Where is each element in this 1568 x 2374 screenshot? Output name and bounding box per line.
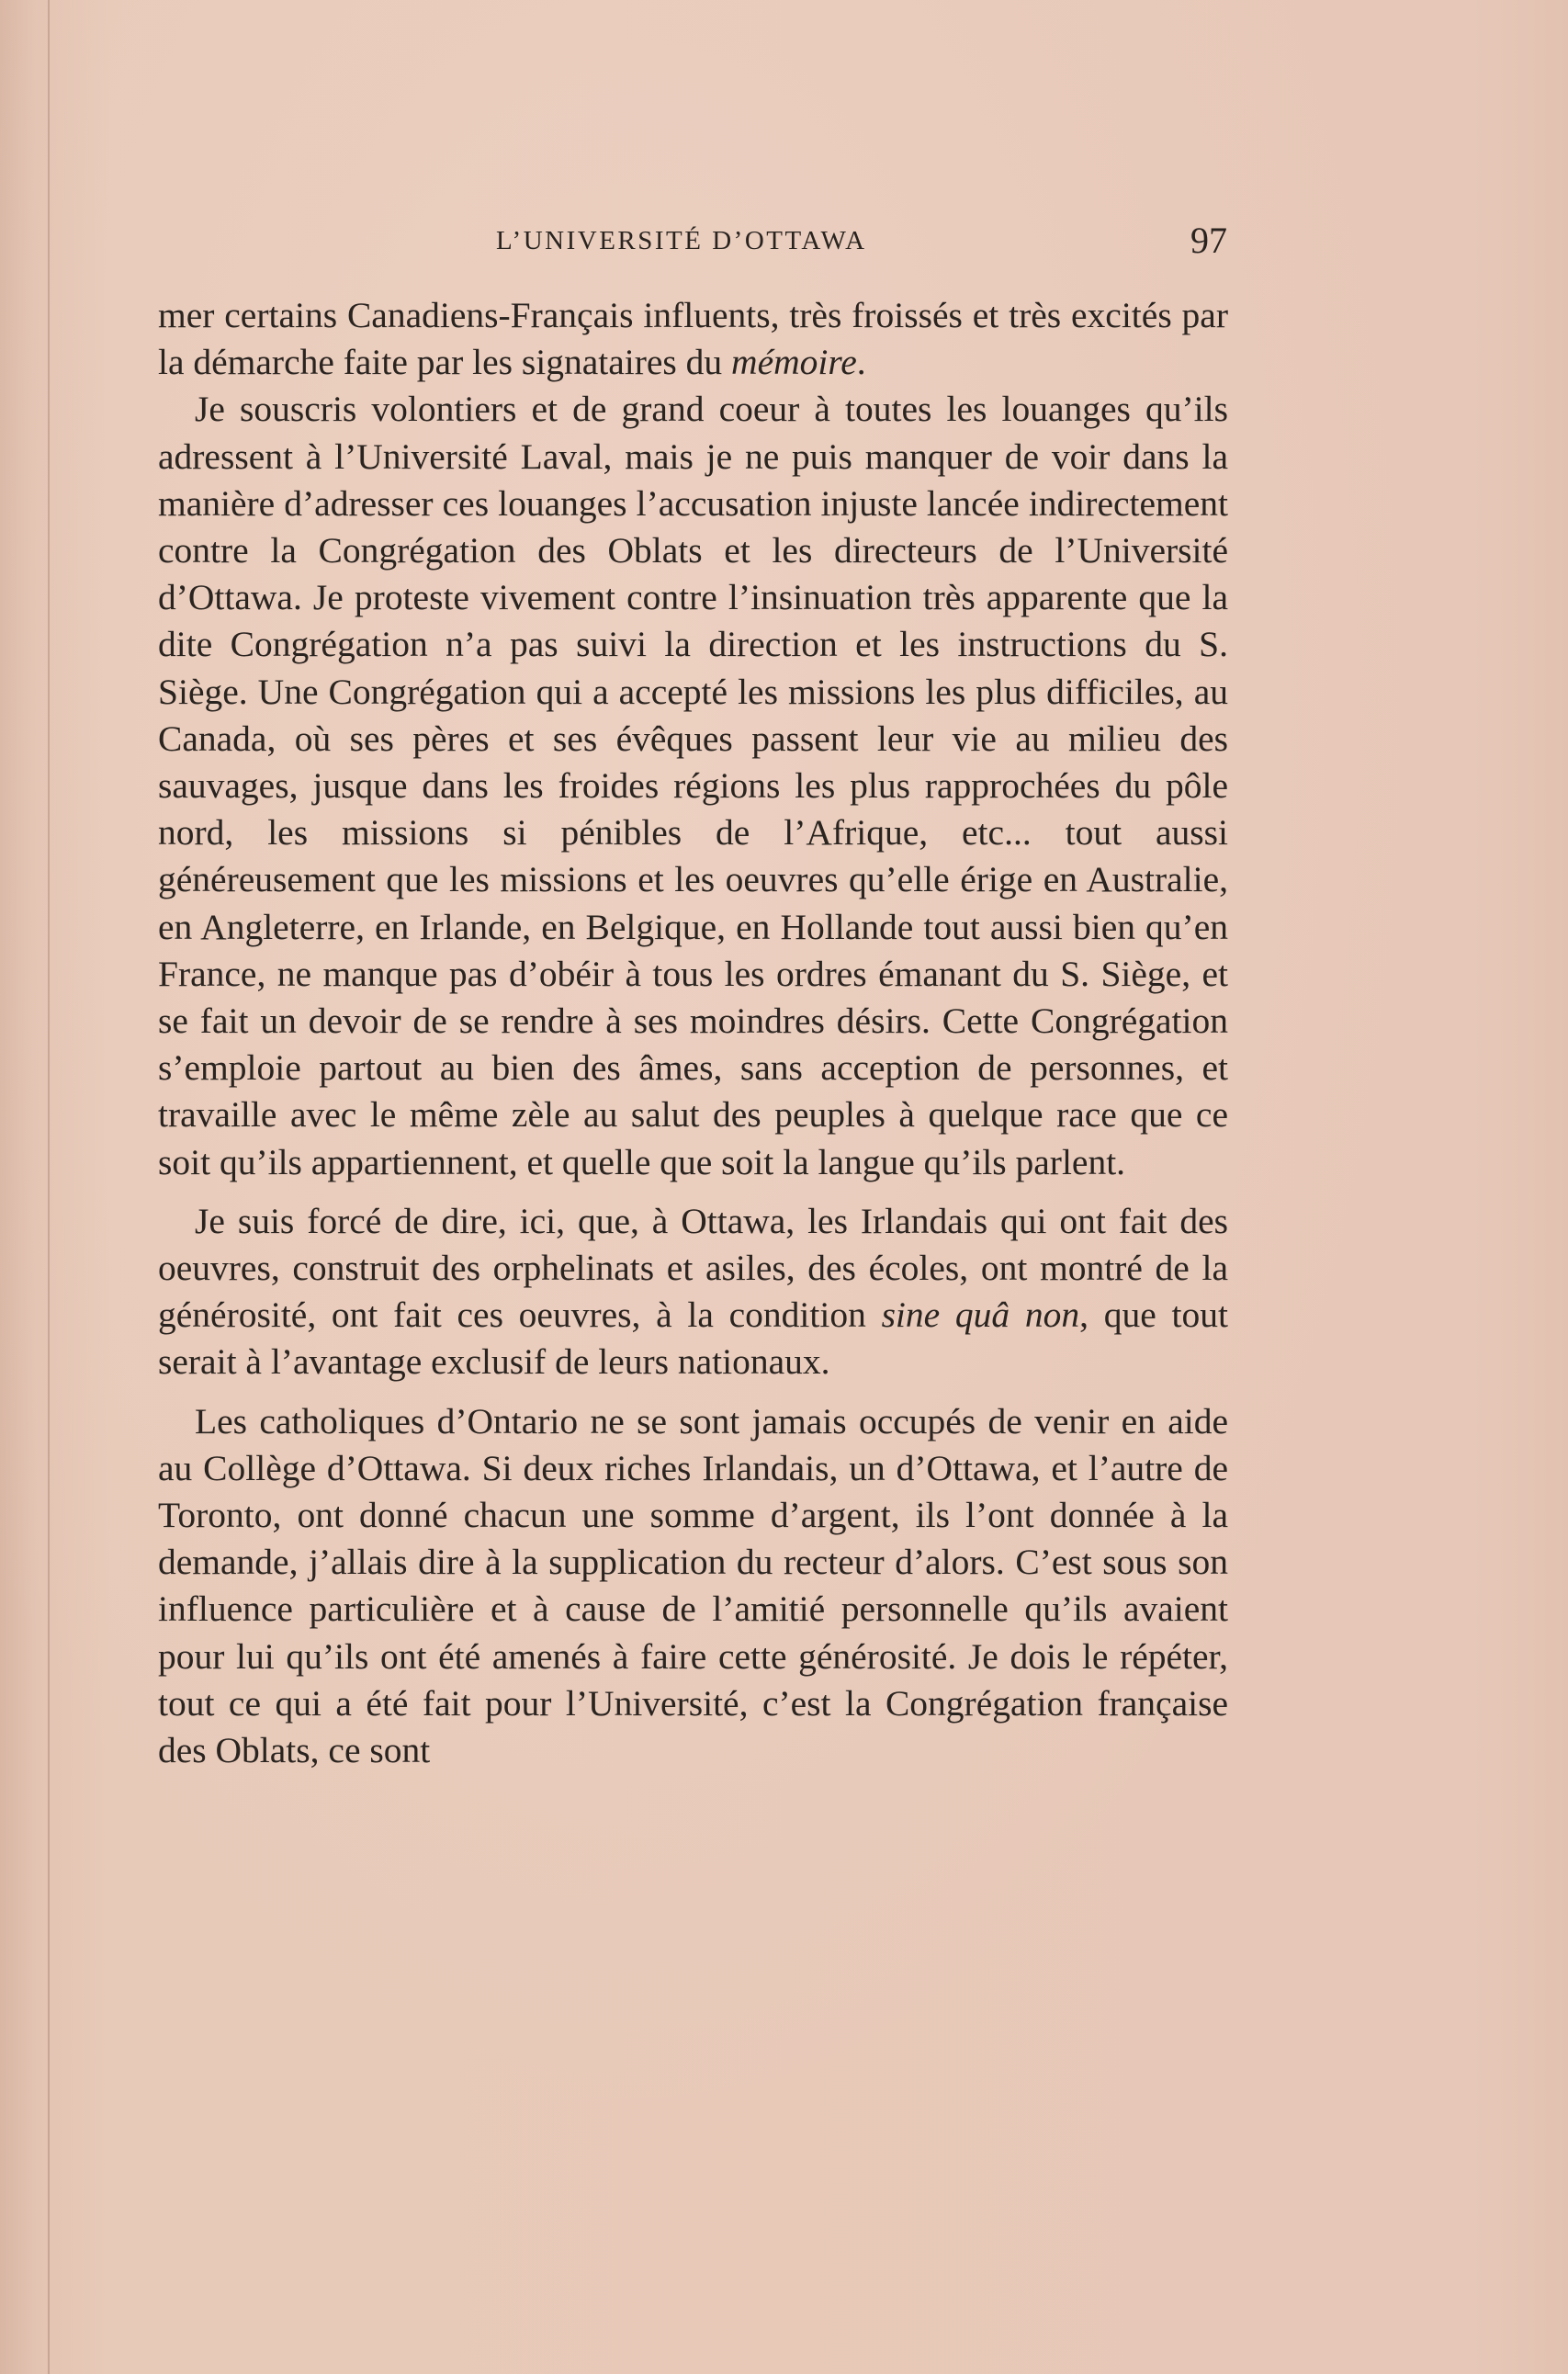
body-text: [158, 292, 1228, 1774]
paragraph-2: Je souscris volontiers et de grand coeur à toutes les louanges qu’ils adressent à l’Université Laval, mais je ne puis manquer de voir dans la manière d’adresser ces louanges l’accusation injuste lancée indirectement contre la Congrégation des Oblats et les directeurs de l’Université d’Ottawa. Je proteste vivement contre l’insinuation très apparente que la dite Congrégation n’a pas suivi la direction et les instructions du S. Siège. Une Congrégation qui a accepté les missions les plus difficiles, au Canada, où ses pères et ses évêques passent leur vie au milieu des sauvages, jusque dans les froides régions les plus rapprochées du pôle nord, les missions si pénibles de l’Afrique, etc... tout aussi généreusement que les missions et les oeuvres qu’elle érige en Australie, en Angleterre, en Irlande, en Belgique, en Hollande tout aussi bien qu’en France, ne manque pas d’obéir à tous les ordres émanant du S. Siège, et se fait un devoir de se rendre à ses moindres désirs. Cette Congrégation s’emploie partout au bien des âmes, sans acception de personnes, et travaille avec le même zèle au salut des peuples à quelque race que ce soit qu’ils appartiennent, et quelle que soit la langue qu’ils parlent.: [158, 389, 1228, 1182]
italic-term-memoire: mémoire: [731, 342, 857, 383]
running-head: L’UNIVERSITÉ D’OTTAWA: [496, 226, 867, 255]
page-header: [158, 217, 1235, 272]
paragraph-1-end: .: [856, 342, 866, 383]
paragraph-4: Les catholiques d’Ontario ne se sont jamais occupés de venir en aide au Collège d’Ottawa. Si deux riches Irlandais, un d’Ottawa, et l’autre de Toronto, ont donné chacun une somme d’argent, ils l’ont donnée à la demande, j’allais dire à la supplication du recteur d’alors. C’est sous son influence particulière et à cause de l’amitié personnelle qu’ils avaient pour lui qu’ils ont été amenés à faire cette générosité. Je dois le répéter, tout ce qui a été fait pour l’Université, c’est la Congrégation française des Oblats, ce sont: [158, 1400, 1228, 1771]
paragraph-3: [158, 1198, 1228, 1386]
paragraph-3-text: Je suis forcé de dire, ici, que, à Ottawa, les Irlandais qui ont fait des oeuvres, construit des orphelinats et asiles, des écoles, ont montré de la générosité, ont fait ces oeuvres, à la condition: [158, 1200, 1228, 1336]
italic-term-sine-qua-non: sine quâ non: [881, 1294, 1080, 1336]
page-binding-edge: [48, 0, 50, 2374]
page-number: 97: [1190, 220, 1227, 261]
paragraph-1-text: mer certains Canadiens-Français influents, très froissés et très excités par la démarche faite par les signataires du: [158, 295, 1228, 383]
paragraph-1: [158, 292, 1228, 386]
paragraph-3-end: , que tout serait à l’avantage exclusif de leurs nationaux.: [158, 1294, 1228, 1383]
